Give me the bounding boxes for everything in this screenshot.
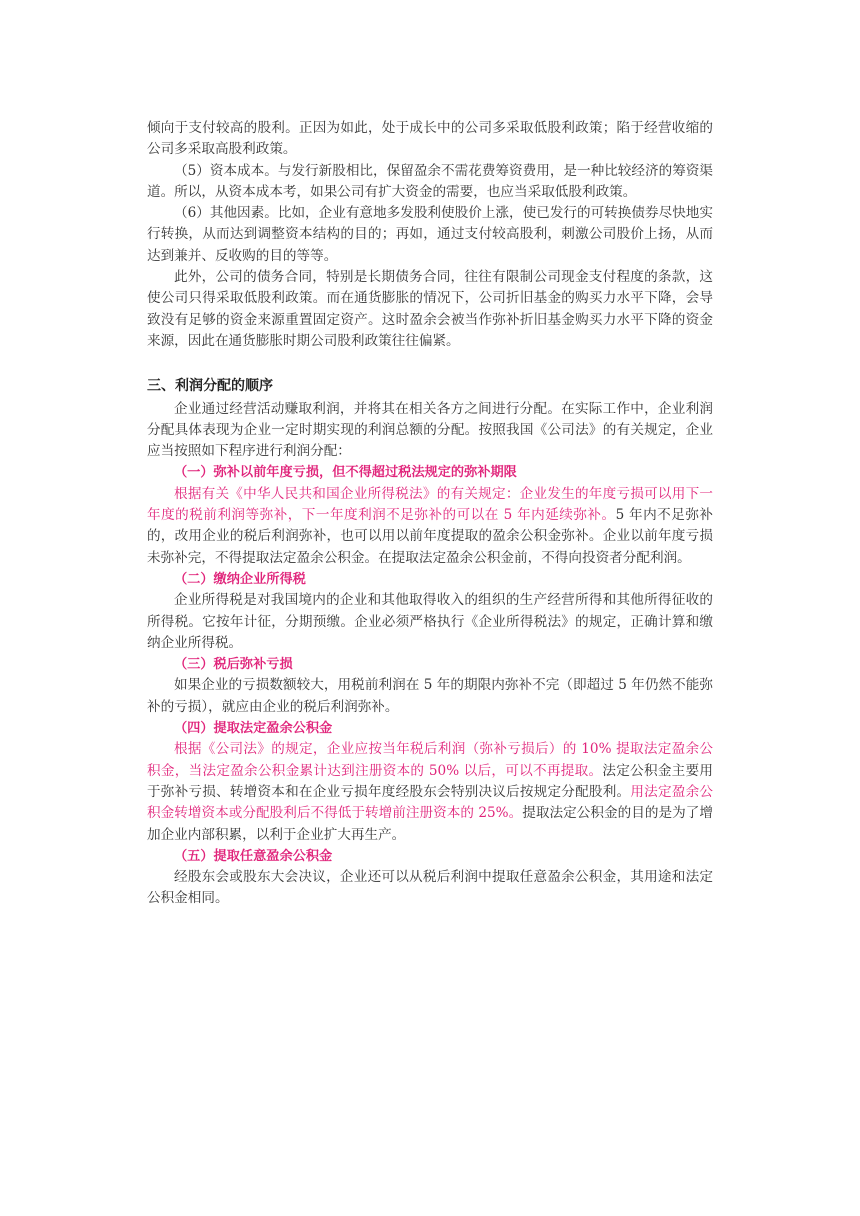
subsection-3-title: （三）税后弥补亏损 [174,657,293,673]
paragraph-subsection-5: 经股东会或股东大会决议，企业还可以从税后利润中提取任意盈余公积金，其用途和法定公积金相同。 [147,869,713,907]
subsection-2-title: （二）缴纳企业所得税 [174,571,306,587]
paragraph-subsection-4 [147,739,713,845]
paragraph-subsection-2: 企业所得税是对我国境内的企业和其他取得收入的组织的生产经营所得和其他所得征收的所得税。它按年计征，分期预缴。企业必须严格执行《企业所得税法》的规定，正确计算和缴纳企业所得税。 [147,592,713,651]
highlight-text: 用法定盈余公积金转增资本或分配股利后不得低于转增前注册资本的 25%。 [147,783,714,822]
highlight-text: 根据《公司法》的规定，企业应按当年税后利润（弥补亏损后）的 10% 提取法定盈余公积金，当法定盈余公积金累计达到注册资本的 50% 以后，可以不再提取。 [147,741,713,779]
paragraph-intro-continued: 倾向于支付较高的股利。正因为如此，处于成长中的公司多采取低股利政策；陷于经营收缩的公司多采取高股利政策。 [147,120,713,158]
paragraph-subsection-3: 如果企业的亏损数额较大，用税前利润在 5 年的期限内弥补不完（即超过 5 年仍然不能弥补的亏损），就应由企业的税后利润弥补。 [147,677,713,715]
paragraph-subsection-1 [147,484,713,569]
document-page [147,118,713,910]
subsection-1-title: （一）弥补以前年度亏损，但不得超过税法规定的弥补期限 [174,465,517,481]
paragraph-item-6: （6）其他因素。比如，企业有意地多发股利使股价上涨，使已发行的可转换债券尽快地实行转换，从而达到调整资本结构的目的；再如，通过支付较高股利，刺激公司股价上扬，从而达到兼并、反收购的目的等等。 [147,205,713,264]
subsection-4-title: （四）提取法定盈余公积金 [174,721,333,737]
highlight-text: 根据有关《中华人民共和国企业所得税法》的有关规定：企业发生的年度亏损可以用下一年度的税前利润等弥补，下一年度利润不足弥补的可以在 5 年内延续弥补。 [147,485,713,524]
paragraph-text: 法定公积金主要用于弥补亏损、转增资本和在企业亏损年度经股东会特别决议后按规定分配股利。 [147,762,714,800]
paragraph-item-5: （5）资本成本。与发行新股相比，保留盈余不需花费筹资费用，是一种比较经济的筹资渠道。所以，从资本成本考，如果公司有扩大资金的需要，也应当采取低股利政策。 [147,162,713,200]
paragraph-text: 5 年内不足弥补的，改用企业的税后利润弥补，也可以用以前年度提取的盈余公积金弥补。企业以前年度亏损未弥补完，不得提取法定盈余公积金。在提取法定盈余公积金前，不得向投资者分配利润。 [147,507,713,566]
paragraph-text: 提取法定公积金的目的是为了增加企业内部积累，以利于企业扩大再生产。 [147,805,713,843]
section-3-title: 三、利润分配的顺序 [147,378,273,395]
subsection-5-title: （五）提取任意盈余公积金 [174,848,333,864]
paragraph-besides: 此外，公司的债务合同，特别是长期债务合同，往往有限制公司现金支付程度的条款，这使公司只得采取低股利政策。而在通货膨胀的情况下，公司折旧基金的购买力水平下降，会导致没有足够的资金来源重置固定资产。这时盈余会被当作弥补折旧基金购买力水平下降的资金来源，因此在通货膨胀时期公司股利政策往往偏紧。 [147,269,713,349]
paragraph-section-3-intro: 企业通过经营活动赚取利润，并将其在相关各方之间进行分配。在实际工作中，企业利润分配具体表现为企业一定时期实现的利润总额的分配。按照我国《公司法》的有关规定，企业应当按照如下程序进行利润分配： [147,400,713,460]
